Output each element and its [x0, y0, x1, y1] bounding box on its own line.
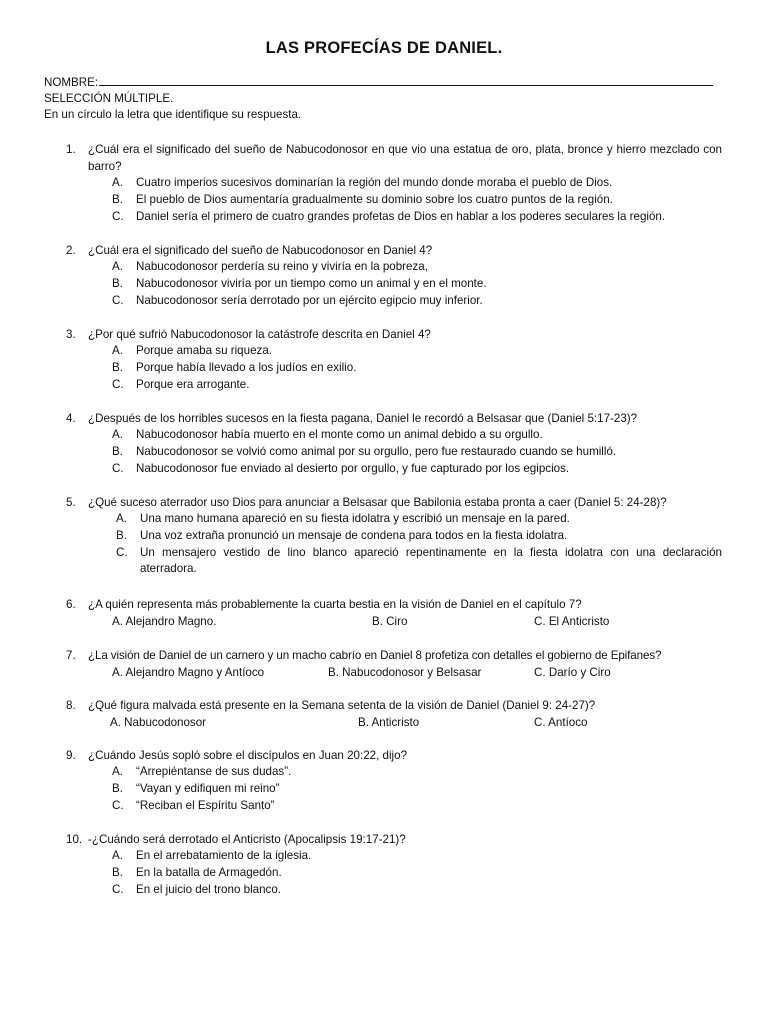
option-b[interactable]: B. Nabucodonosor y Belsasar — [328, 666, 482, 679]
option-c[interactable] — [112, 293, 722, 310]
option-c[interactable]: C. Antíoco — [534, 716, 588, 729]
option-c[interactable] — [112, 882, 722, 899]
option-a[interactable]: A. Nabucodonosor — [110, 716, 207, 729]
option-text: Un mensajero vestido de lino blanco apareció repentinamente en la fiesta idolatra con una declaración aterradora. — [140, 545, 722, 576]
option-letter: C. — [112, 798, 124, 812]
option-text: Nabucodonosor fue enviado al desierto por orgullo, y fue capturado por los egipcios. — [136, 461, 570, 475]
option-a[interactable]: A. Alejandro Magno y Antíoco — [112, 666, 265, 679]
question-text: ¿Cuál era el significado del sueño de Nabucodonosor en Daniel 4? — [88, 244, 433, 257]
section-heading: SELECCIÓN MÚLTIPLE. — [44, 92, 174, 105]
option-letter: B. — [112, 781, 123, 795]
option-letter: B. — [112, 360, 123, 374]
option-a[interactable] — [112, 343, 722, 360]
option-a[interactable] — [112, 764, 722, 781]
question-number: 3. — [66, 328, 76, 341]
option-c[interactable]: C. Darío y Ciro — [534, 666, 611, 679]
option-text: Nabucodonosor sería derrotado por un ejército egipcio muy inferior. — [136, 293, 483, 307]
option-a[interactable]: A. Alejandro Magno. — [112, 615, 217, 628]
option-text: Porque era arrogante. — [136, 377, 250, 391]
option-letter: B. — [116, 528, 127, 542]
option-a[interactable] — [112, 427, 722, 444]
question-3 — [66, 326, 722, 393]
option-letter: A. — [112, 849, 123, 862]
page-title: LAS PROFECÍAS DE DANIEL. — [265, 39, 503, 57]
option-text: Una mano humana apareció en su fiesta idolatra y escribió un mensaje en la pared. — [140, 512, 570, 525]
option-c[interactable] — [112, 461, 722, 478]
name-label: NOMBRE: — [44, 76, 99, 89]
option-letter: C. — [112, 882, 124, 896]
option-b[interactable] — [116, 528, 722, 545]
option-text: Nabucodonosor se volvió como animal por su orgullo, pero fue restaurado cuando se humilló. — [136, 444, 617, 458]
option-text: En la batalla de Armagedón. — [136, 865, 282, 879]
question-text: ¿Qué figura malvada está presente en la Semana setenta de la visión de Daniel (Daniel 9: 24-27)? — [88, 699, 596, 712]
option-b[interactable] — [112, 444, 722, 461]
option-letter: C. — [112, 209, 124, 223]
option-b[interactable] — [112, 276, 722, 293]
question-9 — [66, 747, 722, 814]
question-5 — [66, 494, 722, 578]
option-b[interactable]: B. Ciro — [372, 615, 408, 628]
question-number: 9. — [66, 749, 76, 762]
option-letter: A. — [116, 512, 127, 525]
option-text: En el juicio del trono blanco. — [136, 882, 282, 896]
question-number: 1. — [66, 143, 76, 156]
question-text: ¿Cuál era el significado del sueño de Nabucodonosor en que vio una estatua de oro, plata, bronce y hierro mezclado con barro? — [88, 143, 722, 173]
question-number: 8. — [66, 699, 76, 712]
option-letter: C. — [112, 461, 124, 475]
option-b[interactable] — [112, 360, 722, 377]
question-text: ¿Después de los horribles sucesos en la fiesta pagana, Daniel le recordó a Belsasar que (Daniel 5:17-23)? — [88, 412, 638, 425]
option-b[interactable] — [112, 192, 722, 209]
option-b[interactable] — [112, 781, 722, 798]
question-7 — [66, 647, 722, 681]
option-a[interactable] — [112, 259, 722, 276]
name-field-row — [44, 74, 713, 91]
question-4 — [66, 410, 722, 477]
option-a[interactable] — [112, 175, 722, 192]
option-c[interactable] — [116, 545, 722, 579]
option-letter: B. — [112, 444, 123, 458]
option-text: En el arrebatamiento de la iglesia. — [136, 849, 312, 862]
option-letter: C. — [116, 545, 128, 559]
question-text: ¿Cuándo Jesús sopló sobre el discípulos en Juan 20:22, dijo? — [88, 749, 408, 762]
option-letter: C. — [112, 293, 124, 307]
option-letter: A. — [112, 260, 123, 273]
question-1 — [66, 141, 722, 225]
question-text: ¿Por qué sufrió Nabucodonosor la catástrofe descrita en Daniel 4? — [88, 328, 431, 341]
option-c[interactable] — [112, 209, 722, 226]
option-text: Una voz extraña pronunció un mensaje de condena para todos en la fiesta idolatra. — [140, 528, 568, 542]
question-2 — [66, 242, 722, 309]
option-a[interactable] — [112, 848, 722, 865]
option-text: Porque había llevado a los judíos en exilio. — [136, 360, 357, 374]
option-text: Daniel sería el primero de cuatro grandes profetas de Dios en hablar a los poderes seculares la región. — [136, 209, 666, 223]
option-letter: B. — [112, 192, 123, 206]
question-number: 7. — [66, 649, 76, 662]
question-8 — [66, 697, 722, 731]
question-text: ¿Qué suceso aterrador uso Dios para anunciar a Belsasar que Babilonia estaba pronta a caer (Daniel 5: 24-28)? — [88, 496, 667, 509]
option-letter: A. — [112, 765, 123, 778]
option-text: Nabucodonosor viviría por un tiempo como un animal y en el monte. — [136, 276, 487, 290]
option-letter: B. — [112, 865, 123, 879]
question-6 — [66, 596, 722, 630]
question-number: 6. — [66, 598, 76, 611]
question-number: 4. — [66, 412, 76, 425]
option-text: “Arrepiéntanse de sus dudas”. — [136, 765, 292, 778]
question-text: -¿Cuándo será derrotado el Anticristo (Apocalipsis 19:17-21)? — [88, 833, 406, 846]
question-number: 10. — [66, 833, 83, 846]
option-a[interactable] — [116, 511, 722, 528]
option-c[interactable]: C. El Anticristo — [534, 615, 610, 628]
option-b[interactable] — [112, 865, 722, 882]
option-c[interactable] — [112, 798, 722, 815]
option-letter: B. — [112, 276, 123, 290]
option-text: Nabucodonosor había muerto en el monte como un animal debido a su orgullo. — [136, 428, 543, 441]
option-text: El pueblo de Dios aumentaría gradualmente su dominio sobre los cuatro puntos de la región. — [136, 192, 613, 206]
name-blank-line[interactable] — [99, 74, 713, 86]
option-text: Porque amaba su riqueza. — [136, 344, 272, 357]
option-text: “Reciban el Espíritu Santo” — [136, 798, 275, 812]
option-letter: A. — [112, 344, 123, 357]
question-number: 5. — [66, 496, 76, 509]
option-letter: C. — [112, 377, 124, 391]
question-10 — [66, 831, 722, 898]
option-text: “Vayan y edifiquen mi reino” — [136, 781, 280, 795]
question-text: ¿La visión de Daniel de un carnero y un macho cabrío en Daniel 8 profetiza con detalles el gobierno de Epifanes? — [88, 649, 662, 662]
option-letter: A. — [112, 176, 123, 189]
option-letter: A. — [112, 428, 123, 441]
option-c[interactable] — [112, 377, 722, 394]
instruction-text: En un círculo la letra que identifique su respuesta. — [44, 108, 302, 121]
question-text: ¿A quién representa más probablemente la cuarta bestia en la visión de Daniel en el capítulo 7? — [88, 598, 582, 611]
option-text: Nabucodonosor perdería su reino y viviría en la pobreza, — [136, 260, 428, 273]
option-b[interactable]: B. Anticristo — [358, 716, 420, 729]
question-number: 2. — [66, 244, 76, 257]
option-text: Cuatro imperios sucesivos dominarían la región del mundo donde moraba el pueblo de Dios. — [136, 176, 613, 189]
